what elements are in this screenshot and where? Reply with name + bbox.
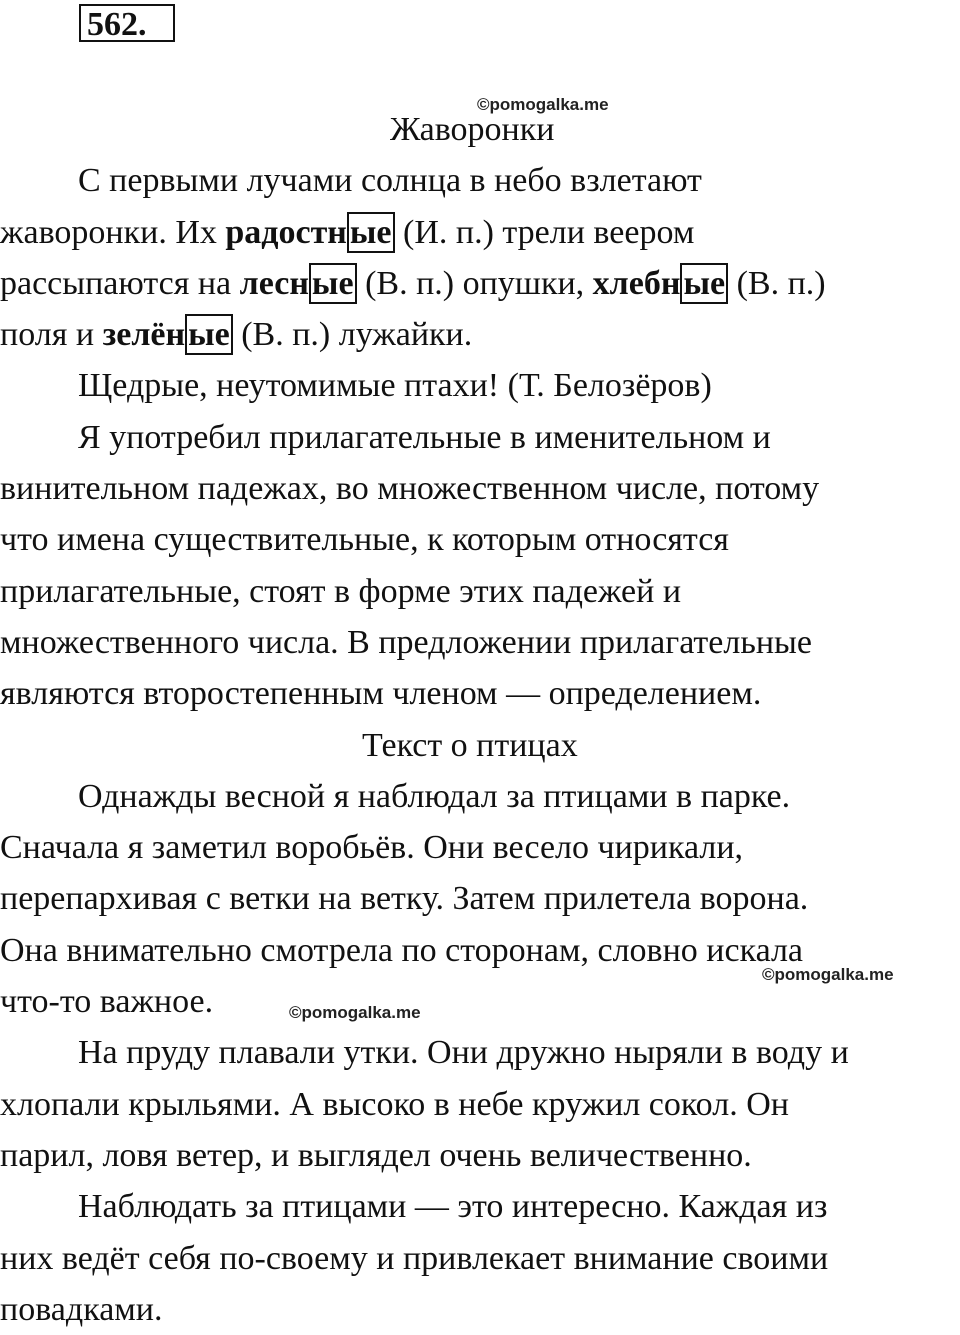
adjective-word: лесные — [240, 263, 357, 304]
text-line: парил, ловя ветер, и выглядел очень величественно. — [0, 1136, 752, 1174]
text-line: поля и зелёные (В. п.) лужайки. — [0, 316, 473, 354]
text-line: Она внимательно смотрела по сторонам, словно искала — [0, 931, 804, 969]
text-line: Наблюдать за птицами — это интересно. Каждая из — [78, 1188, 828, 1226]
adjective-word: радостные — [225, 212, 394, 253]
exercise-number: 562. — [79, 4, 175, 42]
document-text — [0, 104, 960, 1335]
text-line: что имена существительные, к которым относятся — [0, 521, 729, 559]
text-line: Я употребил прилагательные в именительном и — [78, 418, 771, 456]
text-line: перепархивая с ветки на ветку. Затем прилетела ворона. — [0, 880, 809, 918]
title-birds: Текст о птицах — [362, 726, 578, 764]
text-line: хлопали крыльями. А высоко в небе кружил сокол. Он — [0, 1085, 789, 1123]
watermark: ©pomogalka.me — [289, 1003, 421, 1022]
ending-box: ые — [347, 212, 395, 253]
text-line: повадками. — [0, 1290, 163, 1328]
ending-box: ые — [185, 314, 233, 355]
text-line: множественного числа. В предложении прилагательные — [0, 623, 812, 661]
text-line: Сначала я заметил воробьёв. Они весело чирикали, — [0, 829, 744, 867]
text-line: винительном падежах, во множественном числе, потому — [0, 470, 820, 508]
ending-box: ые — [309, 263, 357, 304]
text-line: С первыми лучами солнца в небо взлетают — [78, 162, 702, 200]
adjective-word: зелёные — [103, 314, 233, 355]
watermark: ©pomogalka.me — [477, 95, 609, 114]
ending-box: ые — [680, 263, 728, 304]
text-line: Однажды весной я наблюдал за птицами в парке. — [78, 777, 791, 815]
text-line: прилагательные, стоят в форме этих падежей и — [0, 572, 682, 610]
text-line: рассыпаются на лесные (В. п.) опушки, хлебные (В. п.) — [0, 264, 826, 302]
text-line: являются второстепенным членом — определением. — [0, 675, 762, 713]
text-line: них ведёт себя по-своему и привлекает внимание своими — [0, 1239, 829, 1277]
watermark: ©pomogalka.me — [762, 965, 894, 984]
text-line: жаворонки. Их радостные (И. п.) трели веером — [0, 213, 695, 251]
text-line: что-то важное. — [0, 983, 214, 1021]
text-line: Щедрые, неутомимые птахи! (Т. Белозёров) — [78, 367, 712, 405]
title-larks: Жаворонки — [390, 111, 555, 148]
adjective-word: хлебные — [593, 263, 728, 304]
text-line: На пруду плавали утки. Они дружно ныряли в воду и — [78, 1034, 849, 1072]
